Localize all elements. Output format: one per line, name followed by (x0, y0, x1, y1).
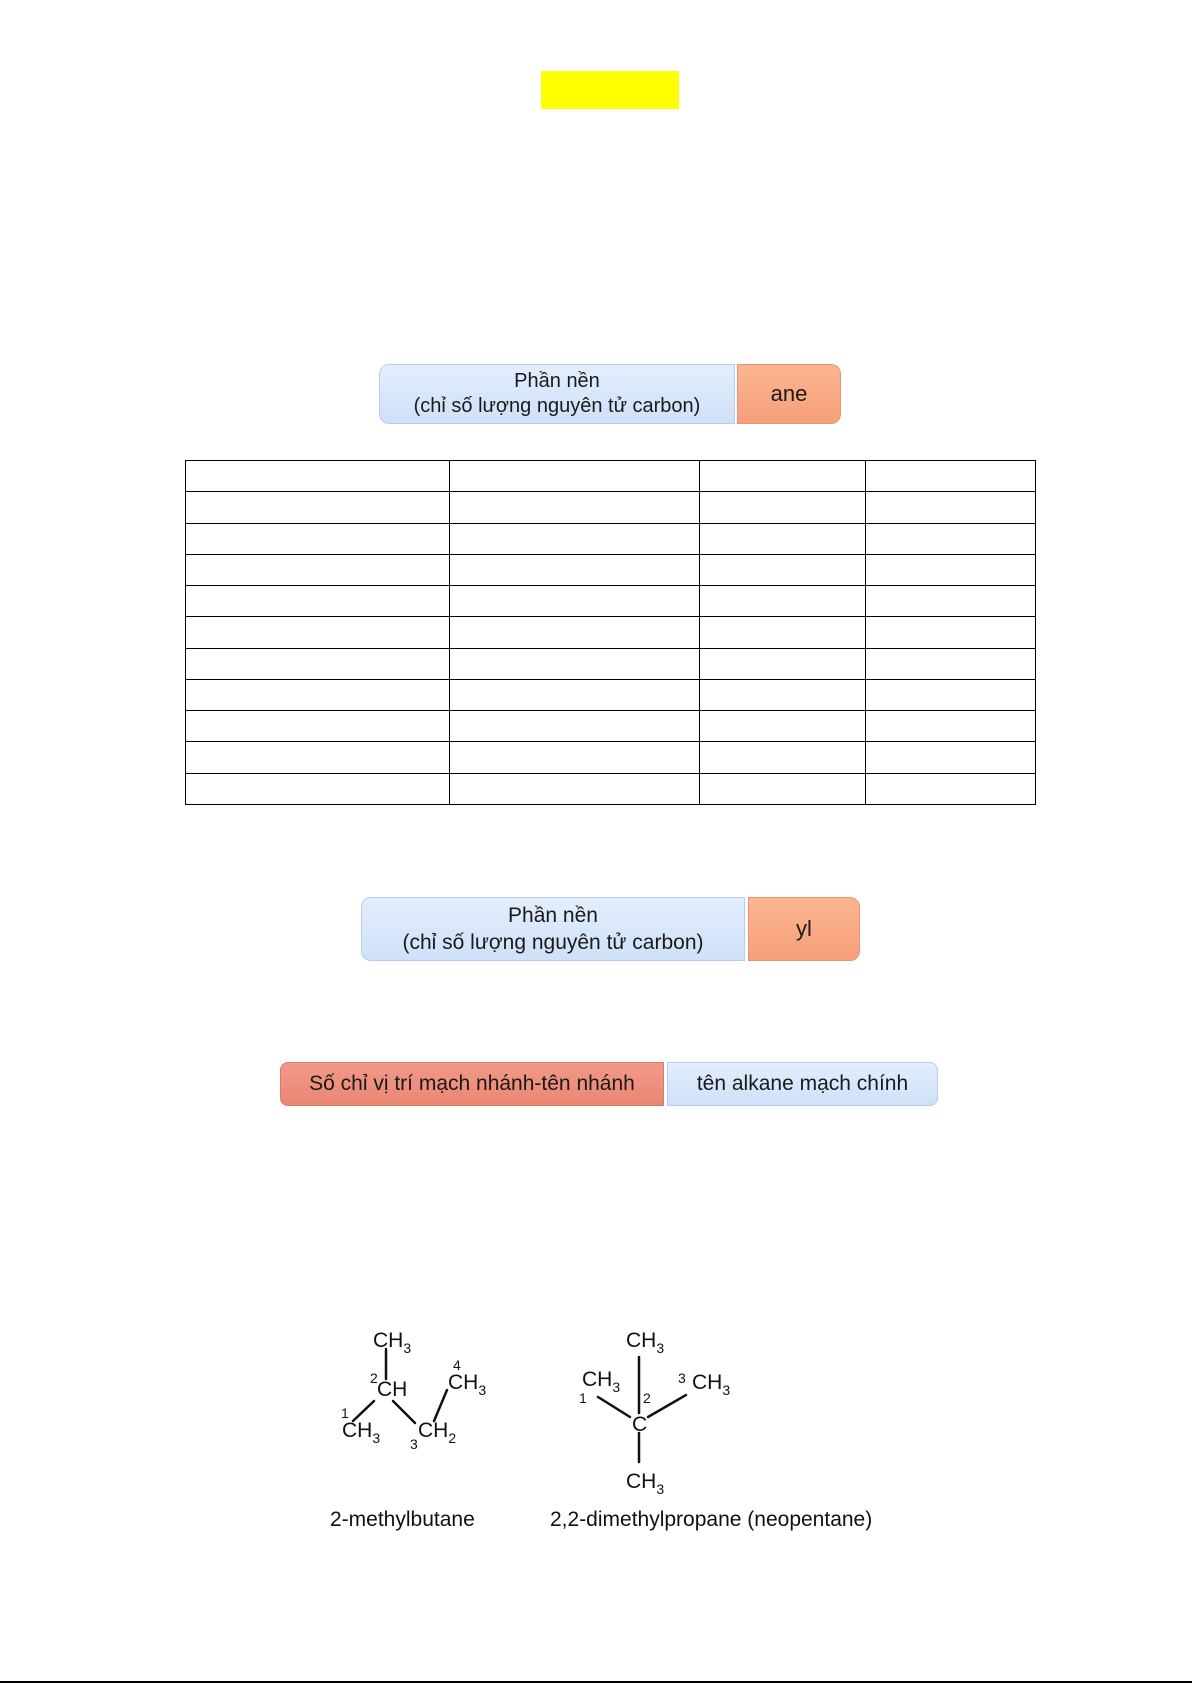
m2-number-2: 2 (643, 1390, 651, 1406)
table-cell (700, 492, 866, 523)
table-cell (866, 679, 1036, 710)
alkyl-base-note: (chỉ số lượng nguyên tử carbon) (402, 931, 704, 954)
table-cell (186, 742, 450, 773)
main-chain-box (667, 1062, 938, 1106)
table-cell (866, 773, 1036, 804)
table-cell (450, 523, 700, 554)
table-cell (700, 586, 866, 617)
molecule-2-methylbutane (330, 1325, 510, 1460)
branch-position-box (280, 1062, 664, 1106)
table-cell (700, 617, 866, 648)
alkyl-suffix-label: yl (796, 916, 812, 941)
table-cell (866, 523, 1036, 554)
molecule-neopentane (570, 1325, 750, 1500)
table-cell (450, 711, 700, 742)
table-cell (450, 648, 700, 679)
table-row (186, 773, 1036, 804)
table-cell (186, 679, 450, 710)
table-cell (700, 773, 866, 804)
table-cell (866, 617, 1036, 648)
m2-atom-left: $CH_3$ (582, 1368, 621, 1395)
alkyl-suffix-box (748, 897, 860, 961)
table-cell (866, 586, 1036, 617)
table-row (186, 617, 1036, 648)
table-cell (866, 711, 1036, 742)
m1-atom-middle: CH (377, 1378, 408, 1401)
table-cell (700, 679, 866, 710)
table-row (186, 679, 1036, 710)
m1-atom-left-bottom: $CH_3$ (342, 1419, 381, 1446)
alkane-name-table (185, 460, 1036, 805)
table-cell (186, 586, 450, 617)
table-row (186, 742, 1036, 773)
table-cell (186, 523, 450, 554)
main-chain-label: tên alkane mạch chính (696, 1072, 909, 1095)
m1-number-4: 4 (453, 1357, 461, 1373)
table-cell (186, 554, 450, 585)
table-cell (866, 461, 1036, 492)
table-cell (866, 492, 1036, 523)
caption-neopentane: 2,2-dimethylpropane (neopentane) (550, 1508, 873, 1531)
alkyl-base-label: Phần nền (508, 904, 598, 927)
table-row (186, 461, 1036, 492)
table-cell (700, 554, 866, 585)
table-cell (866, 742, 1036, 773)
m2-atom-bottom: $CH_3$ (626, 1470, 665, 1497)
table-cell (450, 617, 700, 648)
table-cell (186, 461, 450, 492)
table-cell (866, 648, 1036, 679)
table-cell (450, 554, 700, 585)
m1-number-1: 1 (341, 1405, 349, 1421)
m2-atom-right: $CH_3$ (692, 1371, 731, 1398)
caption-2-methylbutane: 2-methylbutane (330, 1508, 475, 1531)
m2-number-1: 1 (579, 1390, 587, 1406)
table-cell (186, 711, 450, 742)
m1-atom-right-top: $CH_3$ (448, 1371, 487, 1398)
table-cell (450, 461, 700, 492)
m2-atom-center: C (632, 1413, 648, 1436)
m2-atom-top: $CH_3$ (626, 1329, 665, 1356)
table-row (186, 554, 1036, 585)
alkane-base-box (379, 364, 735, 424)
alkane-suffix-label: ane (770, 381, 808, 406)
alkane-base-note: (chỉ số lượng nguyên tử carbon) (413, 395, 701, 417)
table-cell (450, 679, 700, 710)
m1-number-2: 2 (370, 1370, 378, 1386)
branch-position-label: Số chỉ vị trí mạch nhánh-tên nhánh (309, 1072, 635, 1095)
table-cell (700, 648, 866, 679)
table-row (186, 523, 1036, 554)
table-cell (700, 711, 866, 742)
table-cell (186, 617, 450, 648)
m1-number-3: 3 (410, 1436, 418, 1452)
alkane-suffix-box (737, 364, 841, 424)
table-cell (186, 773, 450, 804)
m1-atom-right-bottom: $CH_2$ (418, 1419, 457, 1446)
table-cell (450, 742, 700, 773)
table-cell (700, 742, 866, 773)
alkane-base-label: Phần nền (514, 370, 600, 392)
table-cell (450, 492, 700, 523)
table-cell (450, 586, 700, 617)
table-row (186, 586, 1036, 617)
table-cell (450, 773, 700, 804)
table-cell (700, 523, 866, 554)
table-row (186, 648, 1036, 679)
table-cell (866, 554, 1036, 585)
yellow-highlight-box (541, 71, 679, 109)
table-cell (186, 648, 450, 679)
alkyl-base-box (361, 897, 745, 961)
table-row (186, 492, 1036, 523)
table-cell (186, 492, 450, 523)
table-cell (700, 461, 866, 492)
table-row (186, 711, 1036, 742)
m2-number-3: 3 (678, 1370, 686, 1386)
footer-rule (0, 1681, 1192, 1683)
m1-atom-top: $CH_3$ (373, 1329, 412, 1356)
